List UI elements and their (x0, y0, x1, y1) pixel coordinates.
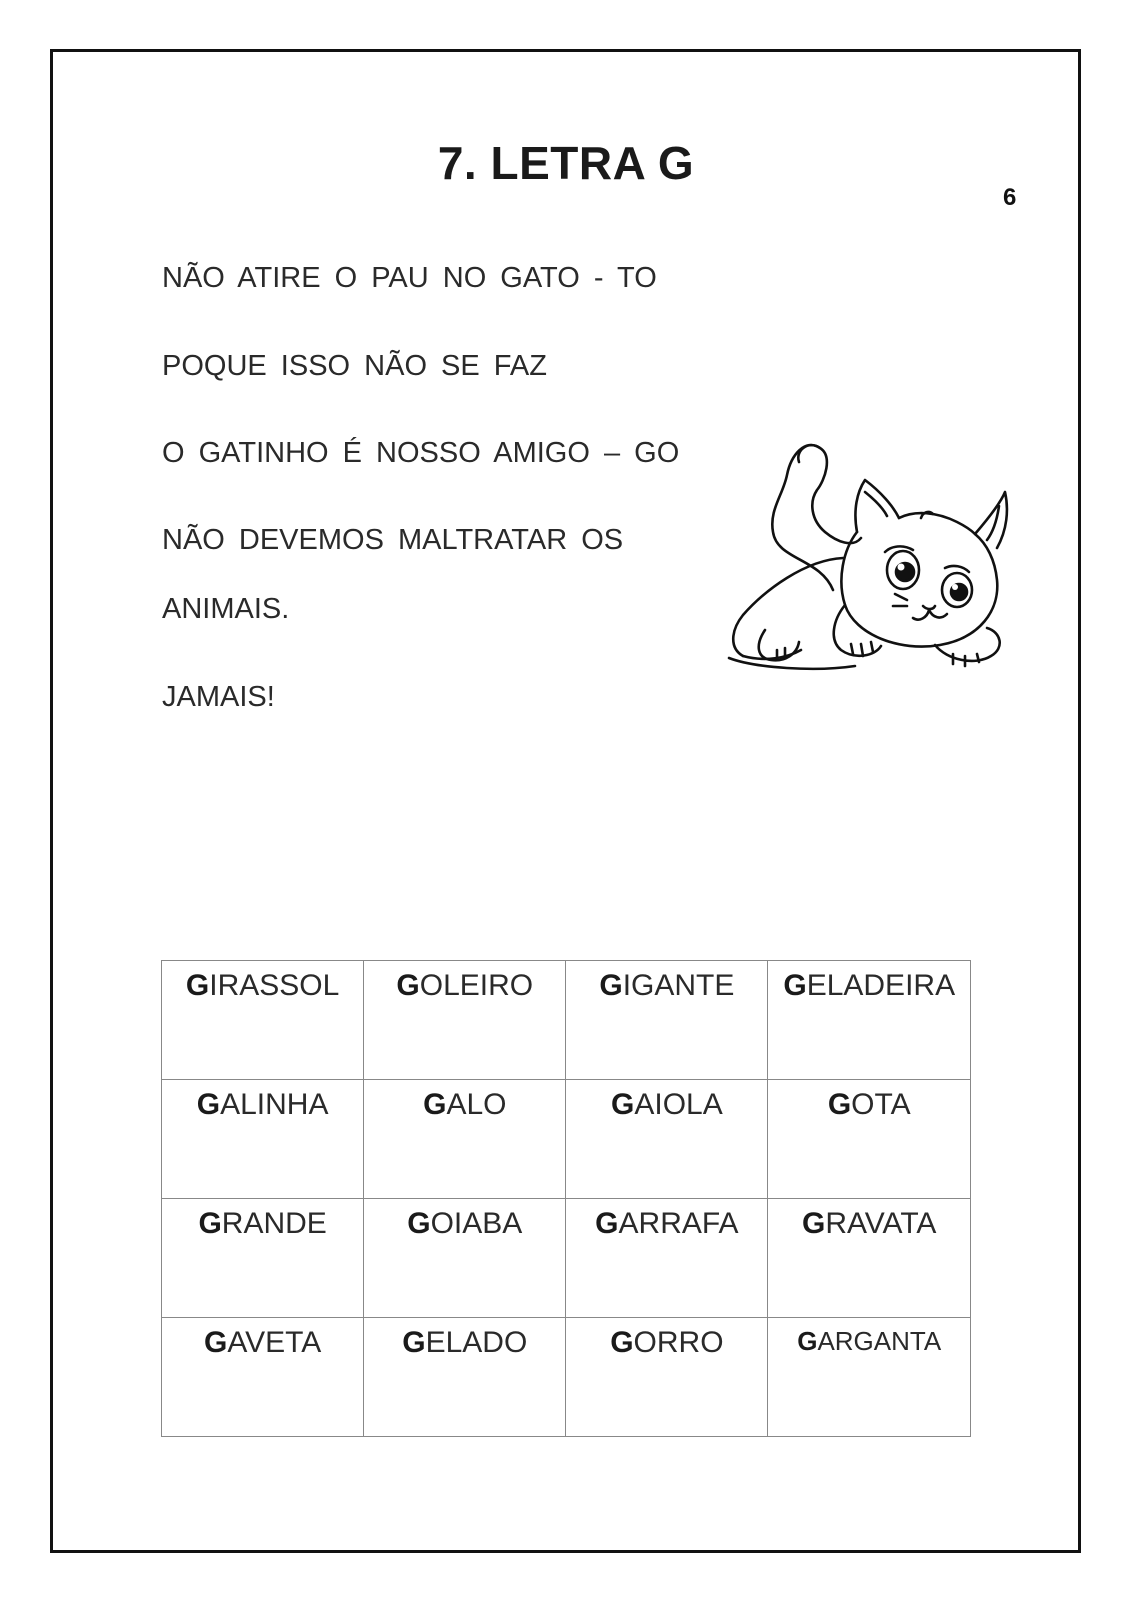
table-row (162, 1318, 971, 1437)
table-row (162, 961, 971, 1080)
poem-line: NÃO ATIRE O PAU NO GATO - TO (162, 262, 657, 294)
poem-line: NÃO DEVEMOS MALTRATAR OS (162, 524, 624, 556)
word-cell: GIRASSOL (162, 961, 364, 1080)
word-cell: GELADEIRA (768, 961, 971, 1080)
poem-line: JAMAIS! (162, 681, 275, 713)
word-cell: GORRO (566, 1318, 768, 1437)
word-cell: GIGANTE (566, 961, 768, 1080)
word-cell: GRAVATA (768, 1199, 971, 1318)
poem-line: POQUE ISSO NÃO SE FAZ (162, 350, 547, 382)
poem-line: O GATINHO É NOSSO AMIGO – GO (162, 437, 680, 469)
word-cell: GALINHA (162, 1080, 364, 1199)
table-row (162, 1080, 971, 1199)
table-row (162, 1199, 971, 1318)
word-cell: GAIOLA (566, 1080, 768, 1199)
word-cell: GOIABA (364, 1199, 566, 1318)
word-cell: GARRAFA (566, 1199, 768, 1318)
word-cell: GARGANTA (768, 1318, 971, 1437)
page-number: 6 (1003, 184, 1017, 211)
word-cell: GOLEIRO (364, 961, 566, 1080)
word-cell: GOTA (768, 1080, 971, 1199)
word-cell: GAVETA (162, 1318, 364, 1437)
kitten-drawing-icon (725, 440, 1030, 690)
word-cell: GELADO (364, 1318, 566, 1437)
word-cell: GALO (364, 1080, 566, 1199)
poem-line: ANIMAIS. (162, 593, 290, 625)
word-table (161, 960, 971, 1437)
word-cell: GRANDE (162, 1199, 364, 1318)
page-title: 7. LETRA G (437, 137, 695, 189)
